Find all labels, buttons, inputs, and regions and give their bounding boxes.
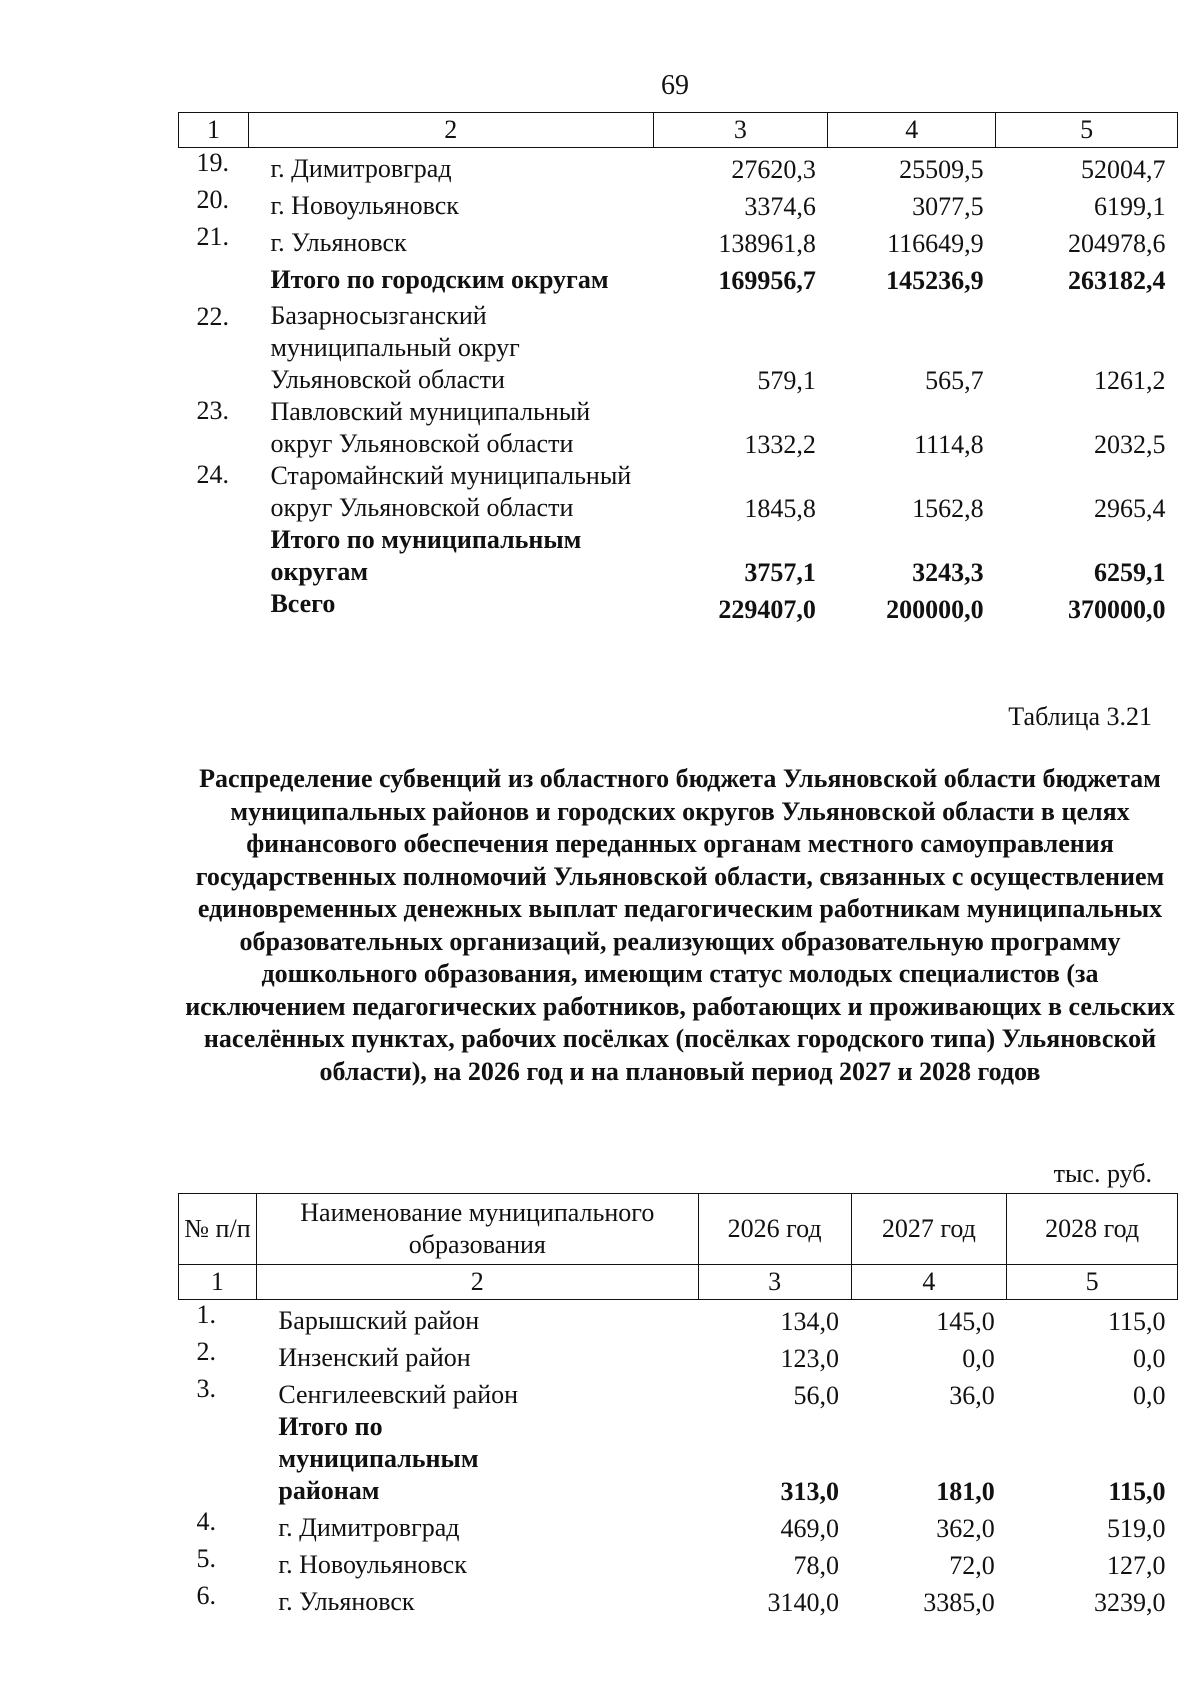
row-number: 21. <box>196 221 229 251</box>
row-value-2026: 169956,7 <box>718 265 816 295</box>
row-value-2026: 78,0 <box>793 1550 840 1580</box>
row-number: 20. <box>196 184 229 214</box>
row-name: г. Димитровград <box>278 1512 460 1542</box>
table-row <box>179 1374 1178 1411</box>
col-number: 4 <box>851 1265 1007 1300</box>
row-name: Сенгилеевский район <box>278 1379 519 1409</box>
row-number <box>179 588 249 625</box>
col-number: 5 <box>996 113 1178 148</box>
row-value-2027: 36,0 <box>949 1380 995 1410</box>
subventions-table <box>178 1193 1178 1618</box>
row-value-2027: 25509,5 <box>899 154 984 184</box>
col-number: 4 <box>828 113 996 148</box>
row-value-2026: 123,0 <box>780 1343 840 1373</box>
row-name: г. Ульяновск <box>270 227 407 257</box>
header-2028: 2028 год <box>1007 1194 1178 1265</box>
table-label: Таблица 3.21 <box>1008 702 1152 731</box>
table-row <box>179 222 1178 259</box>
table-row <box>179 396 1178 460</box>
table-row <box>179 1581 1178 1618</box>
row-value-2028: 1261,2 <box>1094 365 1166 395</box>
row-name: Старомайнский муниципальный округ Ульяновской области <box>270 460 632 522</box>
row-number: 6. <box>196 1580 216 1610</box>
table-row <box>179 185 1178 222</box>
col-number: 1 <box>179 113 249 148</box>
row-number: 5. <box>196 1543 216 1573</box>
row-name: Итого по городским округам <box>270 264 609 294</box>
row-value-2027: 3385,0 <box>923 1587 995 1617</box>
subtotal-row <box>179 1411 1178 1507</box>
row-value-2026: 1845,8 <box>744 493 816 523</box>
column-number-row <box>179 1265 1178 1300</box>
row-value-2028: 115,0 <box>1108 1476 1166 1506</box>
row-value-2028: 370000,0 <box>1068 594 1166 624</box>
row-value-2027: 1114,8 <box>914 429 984 459</box>
total-row <box>179 588 1178 625</box>
row-value-2027: 3243,3 <box>912 557 984 587</box>
row-number: 4. <box>196 1506 216 1536</box>
row-number: 23. <box>196 395 229 425</box>
header-name: Наименование муниципального образования <box>256 1194 698 1265</box>
table-row <box>179 1300 1178 1337</box>
table-row <box>179 1337 1178 1374</box>
row-name: Итого по муниципальным районам <box>278 1411 479 1505</box>
row-number: 24. <box>196 459 229 489</box>
row-value-2026: 469,0 <box>780 1513 840 1543</box>
subtotal-row <box>179 259 1178 296</box>
row-value-2026: 313,0 <box>780 1476 840 1506</box>
row-value-2028: 0,0 <box>1133 1343 1166 1373</box>
column-number-row <box>179 113 1178 148</box>
row-name: Павловский муниципальный округ Ульяновской области <box>270 396 591 458</box>
row-value-2026: 138961,8 <box>718 228 816 258</box>
row-value-2027: 72,0 <box>949 1550 995 1580</box>
table-row <box>179 460 1178 524</box>
row-value-2026: 56,0 <box>793 1380 840 1410</box>
table-title: Распределение субвенций из областного бюджета Ульяновской области бюджетам муниципальных районов и городских округов Ульяновской области в целях финансового обеспечения переданных органам местного самоуправления государственных полномочий Ульяновской области, связанных с осуществлением единовременных денежных выплат педагогическим работникам муниципальных образовательных организаций, реализующих образовательную программу дошкольного образования, имеющим статус молодых специалистов (за исключением педагогических работников, работающих и проживающих в сельских населённых пунктах, рабочих посёлках (посёлках городского типа) Ульяновской области), на 2026 год и на плановый период 2027 и 2028 годов <box>185 764 1175 1086</box>
table-row <box>179 148 1178 185</box>
row-value-2027: 200000,0 <box>886 594 984 624</box>
col-number: 2 <box>248 113 653 148</box>
row-name: Барышский район <box>278 1305 480 1335</box>
col-number: 1 <box>179 1265 257 1300</box>
row-value-2028: 519,0 <box>1107 1513 1166 1543</box>
row-value-2026: 579,1 <box>757 365 816 395</box>
table-continued <box>178 112 1178 625</box>
row-name: г. Димитровград <box>270 153 452 183</box>
row-number <box>179 524 249 588</box>
col-number: 3 <box>698 1265 851 1300</box>
row-value-2027: 145,0 <box>936 1306 995 1336</box>
header-2026: 2026 год <box>698 1194 851 1265</box>
row-value-2026: 134,0 <box>780 1306 840 1336</box>
table-row <box>179 1507 1178 1544</box>
row-number: 1. <box>196 1300 216 1329</box>
col-number: 5 <box>1007 1265 1178 1300</box>
row-number: 3. <box>196 1373 216 1403</box>
row-value-2028: 2965,4 <box>1094 493 1166 523</box>
col-number: 3 <box>653 113 828 148</box>
row-value-2026: 3374,6 <box>744 191 816 221</box>
header-2027: 2027 год <box>851 1194 1007 1265</box>
row-value-2028: 127,0 <box>1107 1550 1166 1580</box>
row-value-2026: 3757,1 <box>744 557 816 587</box>
row-value-2027: 1562,8 <box>912 493 984 523</box>
row-value-2026: 1332,2 <box>744 429 816 459</box>
col-number: 2 <box>256 1265 698 1300</box>
row-number <box>179 1411 257 1507</box>
row-value-2027: 145236,9 <box>886 265 984 295</box>
row-name: Всего <box>270 588 336 618</box>
row-value-2028: 6199,1 <box>1094 191 1166 221</box>
row-value-2027: 116649,9 <box>887 228 984 258</box>
row-value-2026: 27620,3 <box>731 154 816 184</box>
page-number: 69 <box>661 70 689 101</box>
row-name: г. Ульяновск <box>278 1586 415 1616</box>
row-name: Базарносызганский муниципальный округ Ульяновской области <box>270 300 520 394</box>
table-row <box>179 296 1178 396</box>
row-number: 2. <box>196 1336 216 1366</box>
header-row <box>179 1194 1178 1265</box>
row-value-2028: 204978,6 <box>1068 228 1166 258</box>
row-value-2028: 0,0 <box>1133 1380 1166 1410</box>
subtotal-row <box>179 524 1178 588</box>
row-value-2028: 115,0 <box>1107 1306 1166 1336</box>
row-value-2027: 362,0 <box>936 1513 995 1543</box>
row-name: Итого по муниципальным округам <box>270 524 582 586</box>
row-value-2026: 3140,0 <box>767 1587 840 1617</box>
row-value-2027: 3077,5 <box>912 191 984 221</box>
row-value-2028: 263182,4 <box>1068 265 1166 295</box>
row-value-2027: 565,7 <box>925 365 984 395</box>
row-value-2028: 52004,7 <box>1081 154 1166 184</box>
row-number: 19. <box>196 148 229 177</box>
row-name: г. Новоульяновск <box>270 190 459 220</box>
row-value-2028: 3239,0 <box>1094 1587 1166 1617</box>
row-value-2027: 0,0 <box>962 1343 995 1373</box>
table-row <box>179 1544 1178 1581</box>
row-name: г. Новоульяновск <box>278 1549 467 1579</box>
row-value-2028: 2032,5 <box>1094 429 1166 459</box>
unit-label: тыс. руб. <box>1053 1159 1152 1188</box>
row-number <box>179 259 249 296</box>
row-value-2027: 181,0 <box>936 1476 995 1506</box>
header-num: № п/п <box>179 1194 257 1265</box>
row-value-2028: 6259,1 <box>1094 557 1166 587</box>
row-value-2026: 229407,0 <box>718 594 816 624</box>
row-number: 22. <box>196 301 229 331</box>
row-name: Инзенский район <box>278 1342 471 1372</box>
